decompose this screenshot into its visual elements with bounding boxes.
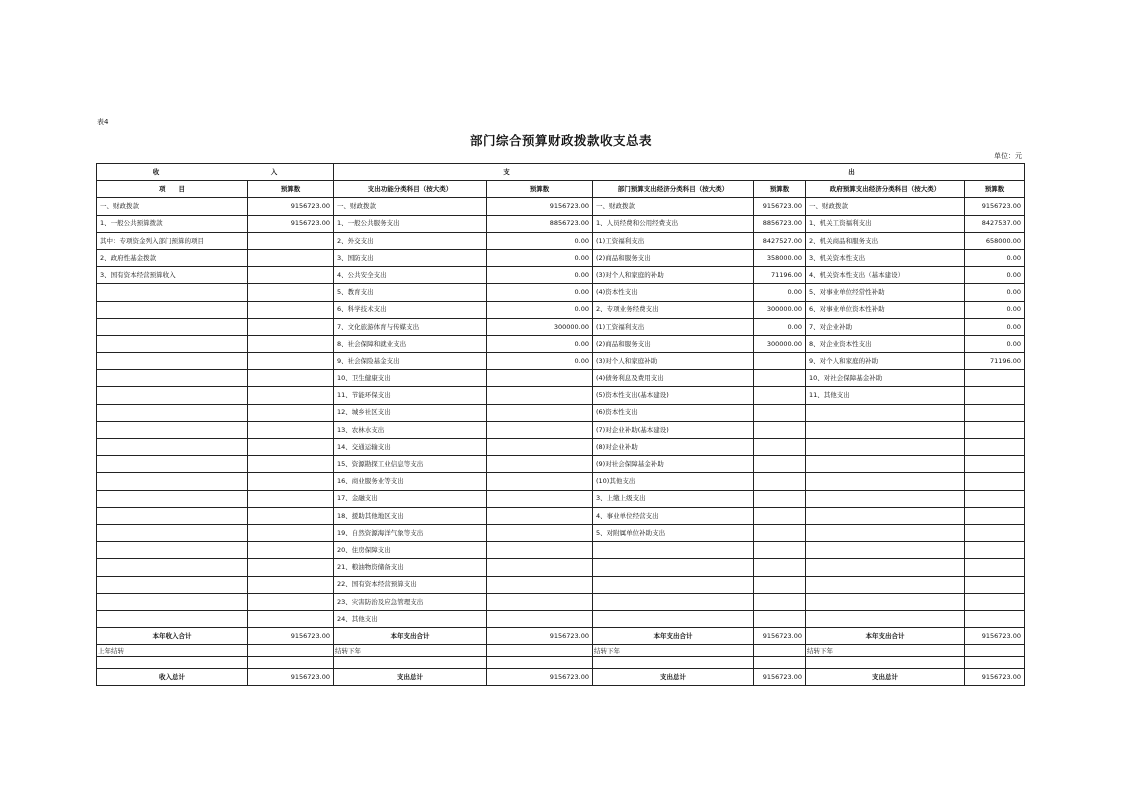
gov-econ-item-cell: [806, 456, 965, 473]
spacer-cell: [487, 657, 593, 669]
gov-econ-item-cell: [806, 421, 965, 438]
income-grand-total-value: 9156723.00: [248, 669, 334, 686]
gov-econ-item-cell: 一、财政拨款: [806, 198, 965, 215]
func-item-cell: 一、财政拨款: [334, 198, 487, 215]
dept-econ-budget-cell: [754, 387, 806, 404]
col-header-budget: 预算数: [754, 181, 806, 198]
dept-econ-item-cell: [593, 559, 754, 576]
col-header-item: 项 目: [97, 181, 248, 198]
gov-econ-budget-cell: [965, 593, 1025, 610]
table-row: [97, 318, 1025, 335]
dept-econ-item-cell: (2)商品和服务支出: [593, 249, 754, 266]
gov-econ-budget-cell: 658000.00: [965, 232, 1025, 249]
func-item-cell: 8、社会保障和就业支出: [334, 335, 487, 352]
gov-econ-item-cell: 11、其他支出: [806, 387, 965, 404]
income-budget-cell: [248, 232, 334, 249]
dept-econ-budget-cell: [754, 353, 806, 370]
gov-econ-budget-cell: 9156723.00: [965, 198, 1025, 215]
dept-econ-budget-cell: 8427527.00: [754, 232, 806, 249]
func-budget-cell: 8856723.00: [487, 215, 593, 232]
gov-econ-item-cell: 7、对企业补助: [806, 318, 965, 335]
dept-econ-budget-cell: [754, 404, 806, 421]
table-number-label: 表4: [97, 118, 109, 126]
income-budget-cell: [248, 542, 334, 559]
gov-econ-budget-cell: 0.00: [965, 284, 1025, 301]
carry-out-value: [965, 645, 1025, 657]
carry-in-label: 上年结转: [97, 645, 248, 657]
func-item-cell: 1、一般公共服务支出: [334, 215, 487, 232]
func-item-cell: 13、农林水支出: [334, 421, 487, 438]
income-item-cell: [97, 370, 248, 387]
spacer-cell: [248, 657, 334, 669]
func-budget-cell: 0.00: [487, 353, 593, 370]
gov-econ-budget-cell: 0.00: [965, 335, 1025, 352]
func-budget-cell: 0.00: [487, 267, 593, 284]
dept-econ-budget-cell: [754, 593, 806, 610]
func-budget-cell: [487, 610, 593, 627]
gov-econ-budget-cell: [965, 559, 1025, 576]
year-expense-total-label: 本年支出合计: [806, 628, 965, 645]
year-dept-total-value: 9156723.00: [754, 628, 806, 645]
income-item-cell: [97, 335, 248, 352]
gov-econ-item-cell: [806, 404, 965, 421]
income-header-char-2: 入: [270, 167, 278, 176]
carry-out-label: 结转下年: [334, 645, 487, 657]
func-item-cell: 11、节能环保支出: [334, 387, 487, 404]
year-gov-total-value: 9156723.00: [965, 628, 1025, 645]
grand-total-row: [97, 669, 1025, 686]
dept-econ-budget-cell: 8856723.00: [754, 215, 806, 232]
income-item-cell: [97, 524, 248, 541]
func-budget-cell: [487, 593, 593, 610]
table-row: [97, 404, 1025, 421]
spacer-cell: [593, 657, 754, 669]
gov-grand-total-value: 9156723.00: [965, 669, 1025, 686]
func-budget-cell: [487, 473, 593, 490]
func-budget-cell: 0.00: [487, 301, 593, 318]
income-budget-cell: [248, 559, 334, 576]
dept-econ-item-cell: (2)商品和服务支出: [593, 335, 754, 352]
gov-econ-budget-cell: 8427537.00: [965, 215, 1025, 232]
dept-econ-item-cell: 3、上缴上级支出: [593, 490, 754, 507]
dept-econ-item-cell: (4)资本性支出: [593, 284, 754, 301]
income-item-cell: [97, 421, 248, 438]
col-header-budget: 预算数: [487, 181, 593, 198]
gov-econ-budget-cell: [965, 456, 1025, 473]
table-row: [97, 490, 1025, 507]
expense-header-char-2: 出: [848, 167, 855, 176]
dept-econ-budget-cell: 9156723.00: [754, 198, 806, 215]
func-item-cell: 6、科学技术支出: [334, 301, 487, 318]
income-budget-cell: [248, 593, 334, 610]
gov-econ-item-cell: [806, 473, 965, 490]
expense-grand-total-label: 支出总计: [593, 669, 754, 686]
func-item-cell: 7、文化旅游体育与传媒支出: [334, 318, 487, 335]
spacer-cell: [334, 657, 487, 669]
dept-grand-total-value: 9156723.00: [754, 669, 806, 686]
gov-econ-budget-cell: 0.00: [965, 267, 1025, 284]
dept-econ-item-cell: (8)对企业补助: [593, 439, 754, 456]
spacer-cell: [965, 657, 1025, 669]
dept-econ-item-cell: 1、人员经费和公用经费支出: [593, 215, 754, 232]
dept-econ-budget-cell: [754, 524, 806, 541]
income-budget-cell: [248, 301, 334, 318]
income-item-cell: 3、国有资本经营预算收入: [97, 267, 248, 284]
dept-econ-item-cell: (7)对企业补助(基本建设): [593, 421, 754, 438]
gov-econ-budget-cell: [965, 542, 1025, 559]
table-row: [97, 507, 1025, 524]
gov-econ-budget-cell: [965, 524, 1025, 541]
dept-econ-budget-cell: [754, 507, 806, 524]
func-item-cell: 24、其他支出: [334, 610, 487, 627]
gov-econ-budget-cell: 0.00: [965, 249, 1025, 266]
expense-section-header: [334, 164, 1025, 181]
gov-econ-item-cell: [806, 576, 965, 593]
income-item-cell: [97, 301, 248, 318]
table-row: [97, 387, 1025, 404]
table-row: [97, 284, 1025, 301]
income-budget-cell: [248, 473, 334, 490]
dept-econ-item-cell: [593, 542, 754, 559]
dept-econ-budget-cell: [754, 542, 806, 559]
gov-econ-item-cell: 5、对事业单位经常性补助: [806, 284, 965, 301]
gov-econ-budget-cell: 0.00: [965, 318, 1025, 335]
dept-econ-item-cell: (3)对个人和家庭的补助: [593, 267, 754, 284]
table-row: [97, 232, 1025, 249]
income-item-cell: [97, 439, 248, 456]
year-expense-total-label: 本年支出合计: [334, 628, 487, 645]
gov-econ-item-cell: 10、对社会保障基金补助: [806, 370, 965, 387]
table-row: [97, 559, 1025, 576]
gov-econ-item-cell: 1、机关工资福利支出: [806, 215, 965, 232]
dept-econ-item-cell: (6)资本性支出: [593, 404, 754, 421]
income-budget-cell: [248, 576, 334, 593]
spacer-cell: [806, 657, 965, 669]
income-budget-cell: [248, 507, 334, 524]
func-item-cell: 18、援助其他地区支出: [334, 507, 487, 524]
expense-header-char-1: 支: [503, 167, 510, 176]
func-budget-cell: 0.00: [487, 284, 593, 301]
year-income-total-value: 9156723.00: [248, 628, 334, 645]
func-budget-cell: [487, 456, 593, 473]
carry-in-value: [248, 645, 334, 657]
func-item-cell: 22、国有资本经营预算支出: [334, 576, 487, 593]
gov-econ-budget-cell: [965, 490, 1025, 507]
gov-econ-budget-cell: 0.00: [965, 301, 1025, 318]
func-item-cell: 16、商业服务业等支出: [334, 473, 487, 490]
gov-econ-item-cell: [806, 610, 965, 627]
carry-out-label: 结转下年: [593, 645, 754, 657]
gov-econ-item-cell: 4、机关资本性支出（基本建设）: [806, 267, 965, 284]
func-budget-cell: 0.00: [487, 232, 593, 249]
func-budget-cell: [487, 439, 593, 456]
income-item-cell: 其中：专项资金列入部门预算的项目: [97, 232, 248, 249]
func-item-cell: 9、社会保险基金支出: [334, 353, 487, 370]
income-budget-cell: [248, 370, 334, 387]
carry-over-row: [97, 645, 1025, 657]
func-budget-cell: [487, 559, 593, 576]
dept-econ-budget-cell: 71196.00: [754, 267, 806, 284]
income-item-cell: [97, 559, 248, 576]
income-grand-total-label: 收入总计: [97, 669, 248, 686]
table-row: [97, 198, 1025, 215]
gov-econ-item-cell: [806, 524, 965, 541]
income-item-cell: [97, 387, 248, 404]
gov-econ-budget-cell: [965, 404, 1025, 421]
gov-econ-budget-cell: [965, 507, 1025, 524]
col-header-dept-econ-class: 部门预算支出经济分类科目（按大类）: [593, 181, 754, 198]
table-row: [97, 335, 1025, 352]
func-item-cell: 17、金融支出: [334, 490, 487, 507]
func-item-cell: 10、卫生健康支出: [334, 370, 487, 387]
func-budget-cell: [487, 542, 593, 559]
table-row: [97, 473, 1025, 490]
dept-econ-item-cell: (1)工资福利支出: [593, 318, 754, 335]
table-row: [97, 524, 1025, 541]
col-header-gov-econ-class: 政府预算支出经济分类科目（按大类）: [806, 181, 965, 198]
table-row: [97, 215, 1025, 232]
table-row: [97, 301, 1025, 318]
page-title: 部门综合预算财政拨款收支总表: [469, 133, 652, 148]
func-item-cell: 2、外交支出: [334, 232, 487, 249]
dept-econ-item-cell: 2、专项业务经费支出: [593, 301, 754, 318]
func-grand-total-value: 9156723.00: [487, 669, 593, 686]
gov-econ-budget-cell: [965, 439, 1025, 456]
expense-grand-total-label: 支出总计: [334, 669, 487, 686]
income-item-cell: [97, 284, 248, 301]
func-item-cell: 19、自然资源海洋气象等支出: [334, 524, 487, 541]
income-item-cell: [97, 456, 248, 473]
gov-econ-item-cell: [806, 439, 965, 456]
dept-econ-item-cell: 一、财政拨款: [593, 198, 754, 215]
table-row: [97, 593, 1025, 610]
dept-econ-budget-cell: 358000.00: [754, 249, 806, 266]
year-expense-total-label: 本年支出合计: [593, 628, 754, 645]
section-header-row: [97, 164, 1025, 181]
income-budget-cell: [248, 335, 334, 352]
dept-econ-item-cell: (9)对社会保障基金补助: [593, 456, 754, 473]
expense-grand-total-label: 支出总计: [806, 669, 965, 686]
carry-out-value: [754, 645, 806, 657]
income-item-cell: [97, 507, 248, 524]
income-budget-cell: [248, 490, 334, 507]
dept-econ-item-cell: (3)对个人和家庭补助: [593, 353, 754, 370]
table-row: [97, 610, 1025, 627]
year-income-total-label: 本年收入合计: [97, 628, 248, 645]
gov-econ-item-cell: [806, 593, 965, 610]
func-budget-cell: [487, 387, 593, 404]
gov-econ-item-cell: 3、机关资本性支出: [806, 249, 965, 266]
income-item-cell: [97, 576, 248, 593]
table-row: [97, 249, 1025, 266]
dept-econ-budget-cell: [754, 421, 806, 438]
dept-econ-budget-cell: [754, 370, 806, 387]
gov-econ-budget-cell: [965, 576, 1025, 593]
spacer-cell: [97, 657, 248, 669]
dept-econ-item-cell: [593, 610, 754, 627]
dept-econ-item-cell: [593, 593, 754, 610]
gov-econ-budget-cell: [965, 370, 1025, 387]
dept-econ-item-cell: (4)债务利息及费用支出: [593, 370, 754, 387]
carry-out-label: 结转下年: [806, 645, 965, 657]
dept-econ-budget-cell: 300000.00: [754, 301, 806, 318]
income-budget-cell: [248, 524, 334, 541]
budget-rows: [97, 198, 1025, 628]
dept-econ-budget-cell: [754, 576, 806, 593]
income-budget-cell: [248, 456, 334, 473]
income-budget-cell: [248, 249, 334, 266]
income-budget-cell: 9156723.00: [248, 198, 334, 215]
income-item-cell: 1、一般公共预算拨款: [97, 215, 248, 232]
func-item-cell: 15、资源勘探工业信息等支出: [334, 456, 487, 473]
dept-econ-item-cell: (1)工资福利支出: [593, 232, 754, 249]
dept-econ-item-cell: [593, 576, 754, 593]
func-budget-cell: [487, 421, 593, 438]
col-header-budget: 预算数: [965, 181, 1025, 198]
income-budget-cell: [248, 353, 334, 370]
spacer-cell: [754, 657, 806, 669]
dept-econ-budget-cell: [754, 439, 806, 456]
income-budget-cell: [248, 284, 334, 301]
gov-econ-budget-cell: [965, 473, 1025, 490]
income-item-cell: 一、财政拨款: [97, 198, 248, 215]
dept-econ-item-cell: 4、事业单位经营支出: [593, 507, 754, 524]
func-item-cell: 4、公共安全支出: [334, 267, 487, 284]
year-total-row: [97, 628, 1025, 645]
table-row: [97, 576, 1025, 593]
table-row: [97, 353, 1025, 370]
func-budget-cell: 300000.00: [487, 318, 593, 335]
income-header-char-1: 收: [152, 167, 160, 176]
dept-econ-budget-cell: [754, 473, 806, 490]
table-row: [97, 370, 1025, 387]
gov-econ-budget-cell: [965, 421, 1025, 438]
income-budget-cell: [248, 421, 334, 438]
income-item-cell: [97, 593, 248, 610]
gov-econ-budget-cell: [965, 387, 1025, 404]
gov-econ-item-cell: [806, 507, 965, 524]
income-budget-cell: 9156723.00: [248, 215, 334, 232]
dept-econ-budget-cell: [754, 490, 806, 507]
dept-econ-item-cell: 5、对附属单位补助支出: [593, 524, 754, 541]
dept-econ-item-cell: (5)资本性支出(基本建设): [593, 387, 754, 404]
func-item-cell: 20、住房保障支出: [334, 542, 487, 559]
income-item-cell: [97, 353, 248, 370]
gov-econ-item-cell: [806, 542, 965, 559]
table-row: [97, 267, 1025, 284]
income-item-cell: [97, 490, 248, 507]
gov-econ-item-cell: [806, 490, 965, 507]
dept-econ-item-cell: (10)其他支出: [593, 473, 754, 490]
dept-econ-budget-cell: [754, 610, 806, 627]
income-budget-cell: [248, 267, 334, 284]
table-row: [97, 542, 1025, 559]
income-section-header: [97, 164, 334, 181]
gov-econ-item-cell: [806, 559, 965, 576]
gov-econ-budget-cell: [965, 610, 1025, 627]
func-item-cell: 21、粮油物资储备支出: [334, 559, 487, 576]
table-row: [97, 456, 1025, 473]
gov-econ-item-cell: 2、机关商品和服务支出: [806, 232, 965, 249]
income-budget-cell: [248, 387, 334, 404]
func-budget-cell: [487, 370, 593, 387]
func-budget-cell: [487, 524, 593, 541]
func-budget-cell: [487, 576, 593, 593]
func-budget-cell: [487, 404, 593, 421]
col-header-func-class: 支出功能分类科目（按大类）: [334, 181, 487, 198]
func-budget-cell: [487, 490, 593, 507]
table-row: [97, 439, 1025, 456]
gov-econ-item-cell: 9、对个人和家庭的补助: [806, 353, 965, 370]
func-item-cell: 3、国防支出: [334, 249, 487, 266]
dept-econ-budget-cell: 300000.00: [754, 335, 806, 352]
gov-econ-budget-cell: 71196.00: [965, 353, 1025, 370]
income-item-cell: [97, 404, 248, 421]
col-header-budget: 预算数: [248, 181, 334, 198]
func-item-cell: 12、城乡社区支出: [334, 404, 487, 421]
budget-summary-table: [96, 163, 1025, 686]
income-item-cell: [97, 318, 248, 335]
income-budget-cell: [248, 610, 334, 627]
gov-econ-item-cell: 8、对企业资本性支出: [806, 335, 965, 352]
gov-econ-item-cell: 6、对事业单位资本性补助: [806, 301, 965, 318]
func-budget-cell: 9156723.00: [487, 198, 593, 215]
func-budget-cell: 0.00: [487, 335, 593, 352]
income-item-cell: [97, 610, 248, 627]
income-budget-cell: [248, 439, 334, 456]
column-header-row: [97, 181, 1025, 198]
income-budget-cell: [248, 404, 334, 421]
dept-econ-budget-cell: [754, 456, 806, 473]
year-func-total-value: 9156723.00: [487, 628, 593, 645]
dept-econ-budget-cell: 0.00: [754, 318, 806, 335]
income-item-cell: [97, 473, 248, 490]
unit-label: 单位：元: [994, 152, 1022, 160]
carry-out-value: [487, 645, 593, 657]
func-item-cell: 5、教育支出: [334, 284, 487, 301]
func-budget-cell: 0.00: [487, 249, 593, 266]
income-item-cell: [97, 542, 248, 559]
dept-econ-budget-cell: [754, 559, 806, 576]
income-item-cell: 2、政府性基金拨款: [97, 249, 248, 266]
func-item-cell: 23、灾害防治及应急管理支出: [334, 593, 487, 610]
table-row: [97, 421, 1025, 438]
dept-econ-budget-cell: 0.00: [754, 284, 806, 301]
func-item-cell: 14、交通运输支出: [334, 439, 487, 456]
income-budget-cell: [248, 318, 334, 335]
func-budget-cell: [487, 507, 593, 524]
spacer-row: [97, 657, 1025, 669]
